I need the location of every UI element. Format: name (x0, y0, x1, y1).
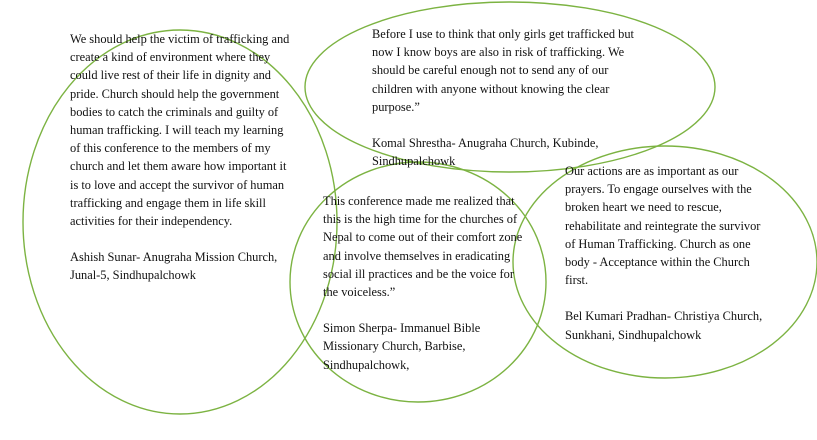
quote-attribution: Ashish Sunar- Anugraha Mission Church, Junal-5, Sindhupalchowk (70, 250, 278, 283)
quote-attribution: Komal Shrestha- Anugraha Church, Kubinde, Sindhupalchowk (372, 136, 599, 169)
quote-text: Before I use to think that only girls get trafficked but now I know boys are also in risk of trafficking. We should be careful enough not to send any of our children with anyone without knowing the clear purpose.” (372, 27, 634, 114)
testimonial-quote (70, 30, 292, 285)
testimonial-quote (565, 162, 765, 344)
quote-text: We should help the victim of trafficking and create a kind of environment where they could live rest of their life in dignity and pride. Church should help the government bodies to catch the criminals and guilty of human trafficking. I will teach my learning of this conference to the members of my church and let them aware how important it is to love and accept the survivor of human trafficking and engage them in life skill activities for their independency. (70, 32, 290, 229)
quote-attribution: Bel Kumari Pradhan- Christiya Church, Sunkhani, Sindhupalchowk (565, 309, 763, 342)
quote-text: Our actions are as important as our prayers. To engage ourselves with the broken heart we need to rescue, rehabilitate and reintegrate the survivor of Human Trafficking. Church as one body - Acceptance within the Church first. (565, 164, 761, 288)
quote-text: This conference made me realized that this is the high time for the churches of Nepal to come out of their comfort zone and involve themselves in eradicating social ill practices and be the voice for the voiceless.” (323, 194, 523, 300)
testimonial-quote (323, 192, 523, 374)
testimonial-quote (372, 25, 642, 170)
quote-attribution: Simon Sherpa- Immanuel Bible Missionary Church, Barbise, Sindhupalchowk, (323, 321, 481, 372)
